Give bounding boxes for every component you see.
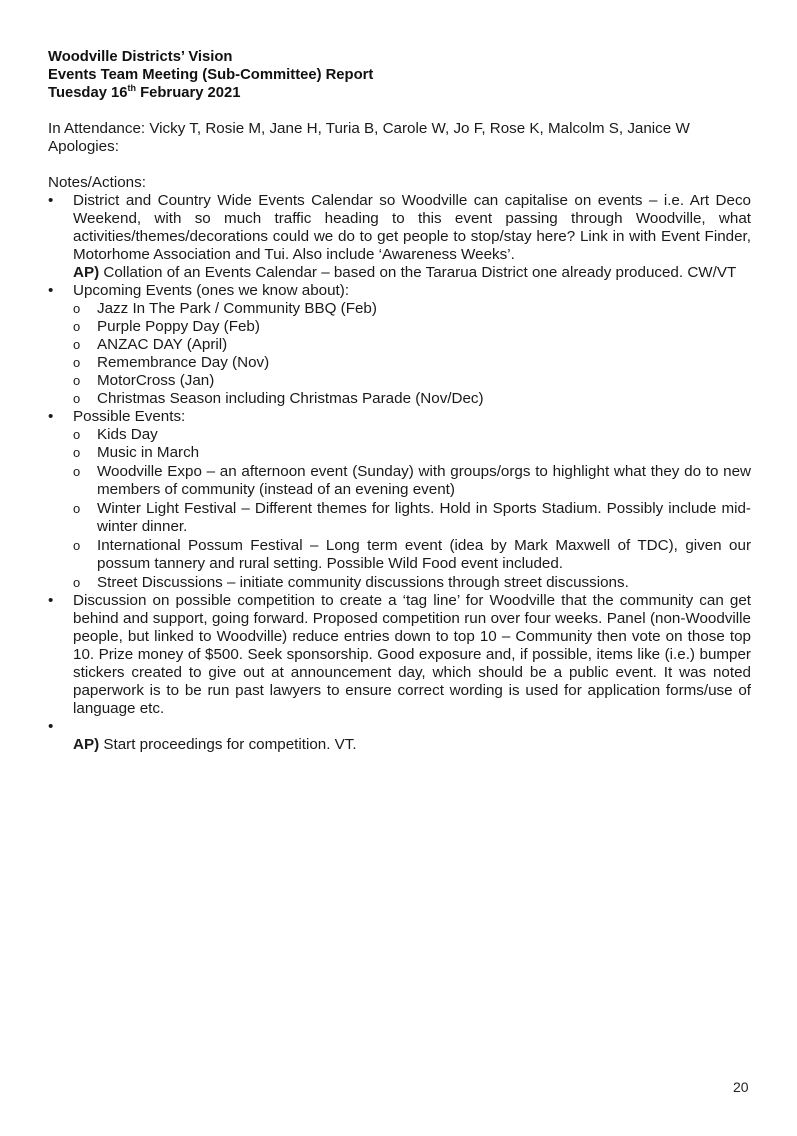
bullet-glyph: • xyxy=(48,282,54,299)
sub-bullet-glyph: o xyxy=(73,355,81,370)
list-item-events-calendar xyxy=(48,192,751,282)
attendance-line: In Attendance: Vicky T, Rosie M, Jane H, Turia B, Carole W, Jo F, Rose K, Malcolm S, Janice W xyxy=(48,120,690,137)
list-item-empty xyxy=(48,718,751,754)
sub-bullet-glyph: o xyxy=(73,464,81,479)
competition-text: Discussion on possible competition to create a ‘tag line’ for Woodville that the community can get behind and support, going forward. Proposed competition run over four weeks. Panel (non-Woodville people, but linked to Woodville) reduce entries down to top 10 – Community then vote on those top 10. Prize money of $500. Seek sponsorship. Good exposure and, if possible, items like (i.e.) bumper stickers created to give out at announcement day, which should be a public event. It was noted paperwork is to be run past lawyers to ensure correct wording is used for application forms/use of language etc. xyxy=(73,592,751,717)
notes-list xyxy=(48,192,751,300)
bullet-glyph: • xyxy=(48,718,54,735)
sub-bullet-glyph: o xyxy=(73,445,81,460)
sub-bullet-glyph: o xyxy=(73,373,81,388)
action-point xyxy=(73,264,751,282)
apologies-line: Apologies: xyxy=(48,138,119,155)
list-item: o ANZAC DAY (April) xyxy=(73,336,228,353)
list-item: o Remembrance Day (Nov) xyxy=(73,354,270,371)
list-item: o MotorCross (Jan) xyxy=(73,372,215,389)
bullet-glyph: • xyxy=(48,192,54,209)
sub-bullet-glyph: o xyxy=(73,501,81,516)
possible-events-heading: Possible Events: xyxy=(73,408,186,425)
sub-bullet-glyph: o xyxy=(73,301,81,316)
action-point-text: Collation of an Events Calendar – based on the Tararua District one already produced. CW/VT xyxy=(99,264,737,281)
report-heading xyxy=(48,48,751,102)
notes-list-final xyxy=(48,592,751,754)
action-point-text: Start proceedings for competition. VT. xyxy=(99,736,357,753)
list-item: o International Possum Festival – Long term event (idea by Mark Maxwell of TDC), given our possum tannery and rural setting. Possible Wild Food event included. xyxy=(73,537,751,572)
events-calendar-text: District and Country Wide Events Calendar so Woodville can capitalise on events – i.e. Art Deco Weekend, with so much traffic heading to this event passing through Woodville, what activities/themes/decorations could we do to get people to stop/stay here? Link in with Event Finder, Motorhome Association and Tui. Also include ‘Awareness Weeks’. xyxy=(73,192,751,263)
notes-list-continued xyxy=(48,408,751,426)
sub-bullet-glyph: o xyxy=(73,538,81,553)
sub-bullet-glyph: o xyxy=(73,337,81,352)
sub-bullet-glyph: o xyxy=(73,319,81,334)
list-item: o Winter Light Festival – Different themes for lights. Hold in Sports Stadium. Possibly include mid-winter dinner. xyxy=(73,500,751,535)
document-page xyxy=(48,48,751,754)
page-number: 20 xyxy=(733,1079,749,1095)
empty-bullet-line xyxy=(73,718,751,736)
list-item-possible-events xyxy=(48,408,751,426)
list-item: o Kids Day xyxy=(73,426,158,443)
list-item: o Christmas Season including Christmas Parade (Nov/Dec) xyxy=(73,390,484,407)
action-point-label: AP) xyxy=(73,264,100,281)
sub-bullet-glyph: o xyxy=(73,427,81,442)
spacer xyxy=(48,156,751,174)
sub-bullet-glyph: o xyxy=(73,575,81,590)
list-item: o Street Discussions – initiate community discussions through street discussions. xyxy=(73,574,629,591)
possible-events-list xyxy=(48,426,751,592)
org-title: Woodville Districts’ Vision xyxy=(48,49,233,65)
upcoming-events-heading: Upcoming Events (ones we know about): xyxy=(73,282,350,299)
list-item-tag-line-competition xyxy=(48,592,751,718)
spacer xyxy=(48,102,751,120)
list-item: o Music in March xyxy=(73,444,200,461)
list-item-upcoming-events xyxy=(48,282,751,300)
bullet-glyph: • xyxy=(48,592,54,609)
upcoming-events-list xyxy=(48,300,751,408)
action-point-label: AP) xyxy=(73,736,100,753)
list-item: o Purple Poppy Day (Feb) xyxy=(73,318,260,335)
list-item: o Woodville Expo – an afternoon event (Sunday) with groups/orgs to highlight what they do to new members of community (instead of an evening event) xyxy=(73,463,751,498)
competition-action-point xyxy=(73,736,751,754)
report-title: Events Team Meeting (Sub-Committee) Report xyxy=(48,67,374,83)
sub-bullet-glyph: o xyxy=(73,391,81,406)
notes-heading: Notes/Actions: xyxy=(48,174,146,191)
list-item: o Jazz In The Park / Community BBQ (Feb) xyxy=(73,300,377,317)
meeting-date: Tuesday 16th February 2021 xyxy=(48,83,241,101)
bullet-glyph: • xyxy=(48,408,54,425)
